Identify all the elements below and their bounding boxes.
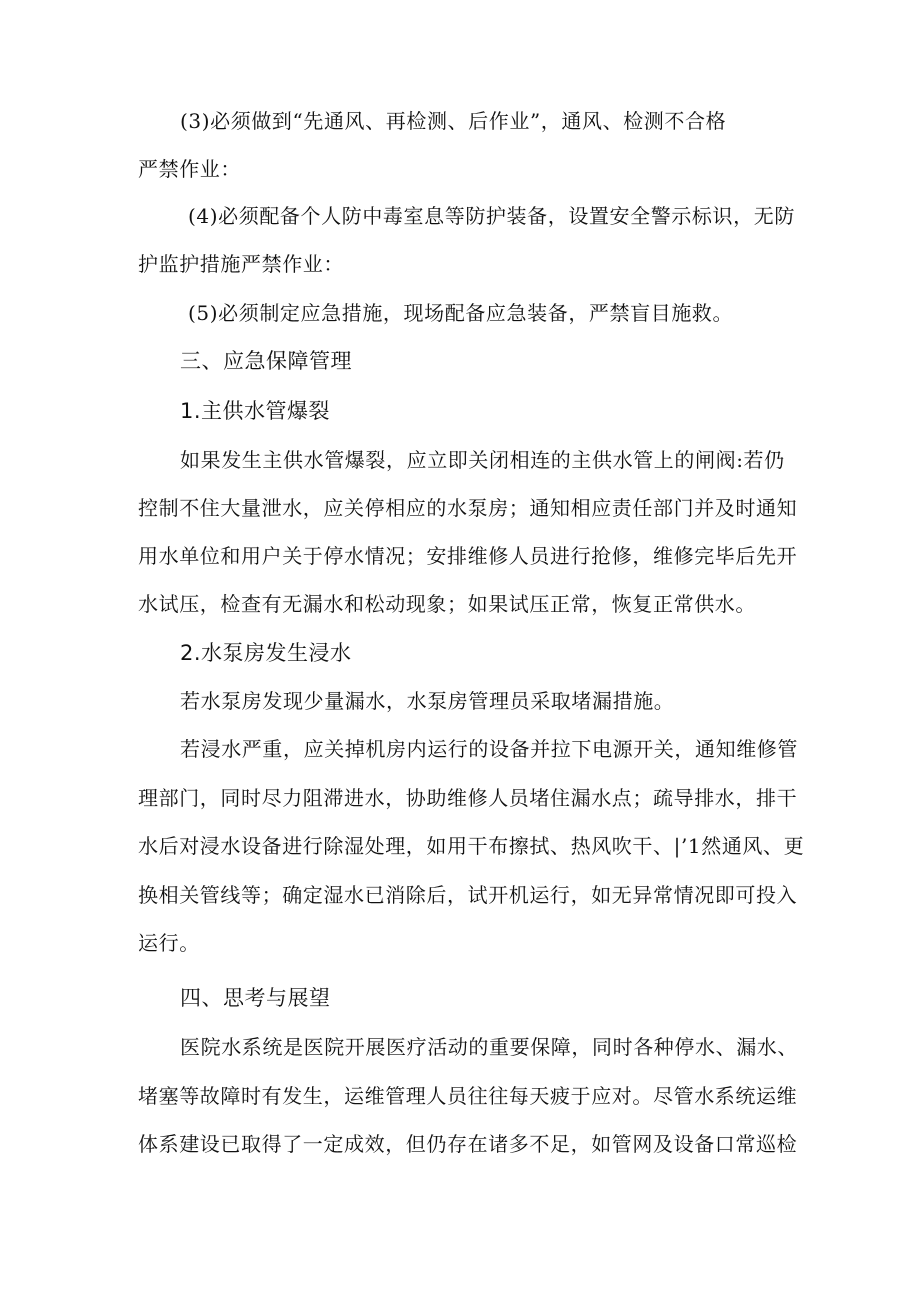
- section-4-heading: 四、思考与展望: [180, 986, 331, 1010]
- section-4-line-1: 医院水系统是医院开展医疗活动的重要保障，同时各种停水、漏水、: [180, 1035, 798, 1059]
- section-4-line-3: 体系建设已取得了一定成效，但仍存在诸多不足，如管网及设备口常巡检: [138, 1132, 798, 1156]
- subsection-2-para-2-line-4: 换相关管线等；确定湿水已消除后，试开机运行，如无异常情况即可投入: [138, 883, 798, 907]
- subsection-1-line-4: 水试压，检查有无漏水和松动现象；如果试压正常，恢复正常供水。: [138, 592, 756, 616]
- subsection-2-heading: 2.水泵房发生浸水: [180, 641, 352, 665]
- subsection-1-line-2: 控制不住大量泄水，应关停相应的水泵房；通知相应责任部门并及时通知: [138, 496, 798, 520]
- item-3-line-1: (3)必须做到“先通风、再检测、后作业”，通风、检测不合格: [180, 109, 727, 133]
- subsection-1-line-3: 用水单位和用户关于停水情况；安排维修人员进行抢修，维修完毕后先开: [138, 544, 798, 568]
- subsection-2-para-2-line-1: 若浸水严重，应关掉机房内运行的设备并拉下电源开关，通知维修管: [180, 737, 798, 761]
- item-3-line-2: 严禁作业：: [138, 157, 241, 181]
- subsection-1-heading: 1.主供水管爆裂: [180, 399, 331, 423]
- subsection-2-para-2-line-2: 理部门，同时尽力阻滞进水，协助维修人员堵住漏水点；疏导排水，排干: [138, 786, 798, 810]
- item-4-line-2: 护监护措施严禁作业：: [138, 252, 344, 276]
- subsection-2-para-2-line-3: 水后对浸水设备进行除湿处理，如用干布擦拭、热风吹干、|’1然通风、更: [138, 834, 805, 858]
- section-3-heading: 三、应急保障管理: [180, 349, 352, 373]
- subsection-2-para-1: 若水泵房发现少量漏水，水泵房管理员采取堵漏措施。: [180, 689, 675, 713]
- section-4-line-2: 堵塞等故障时有发生，运维管理人员往往每天疲于应对。尽管水系统运维: [138, 1084, 798, 1108]
- item-5-line-1: (5)必须制定应急措施，现场配备应急装备，严禁盲目施救。: [188, 301, 734, 325]
- subsection-2-para-2-line-5: 运行。: [138, 931, 200, 955]
- subsection-1-line-1: 如果发生主供水管爆裂，应立即关闭相连的主供水管上的闸阀:若仍: [180, 448, 785, 472]
- item-4-line-1: (4)必须配备个人防中毒室息等防护装备，设置安全警示标识，无防: [188, 204, 795, 228]
